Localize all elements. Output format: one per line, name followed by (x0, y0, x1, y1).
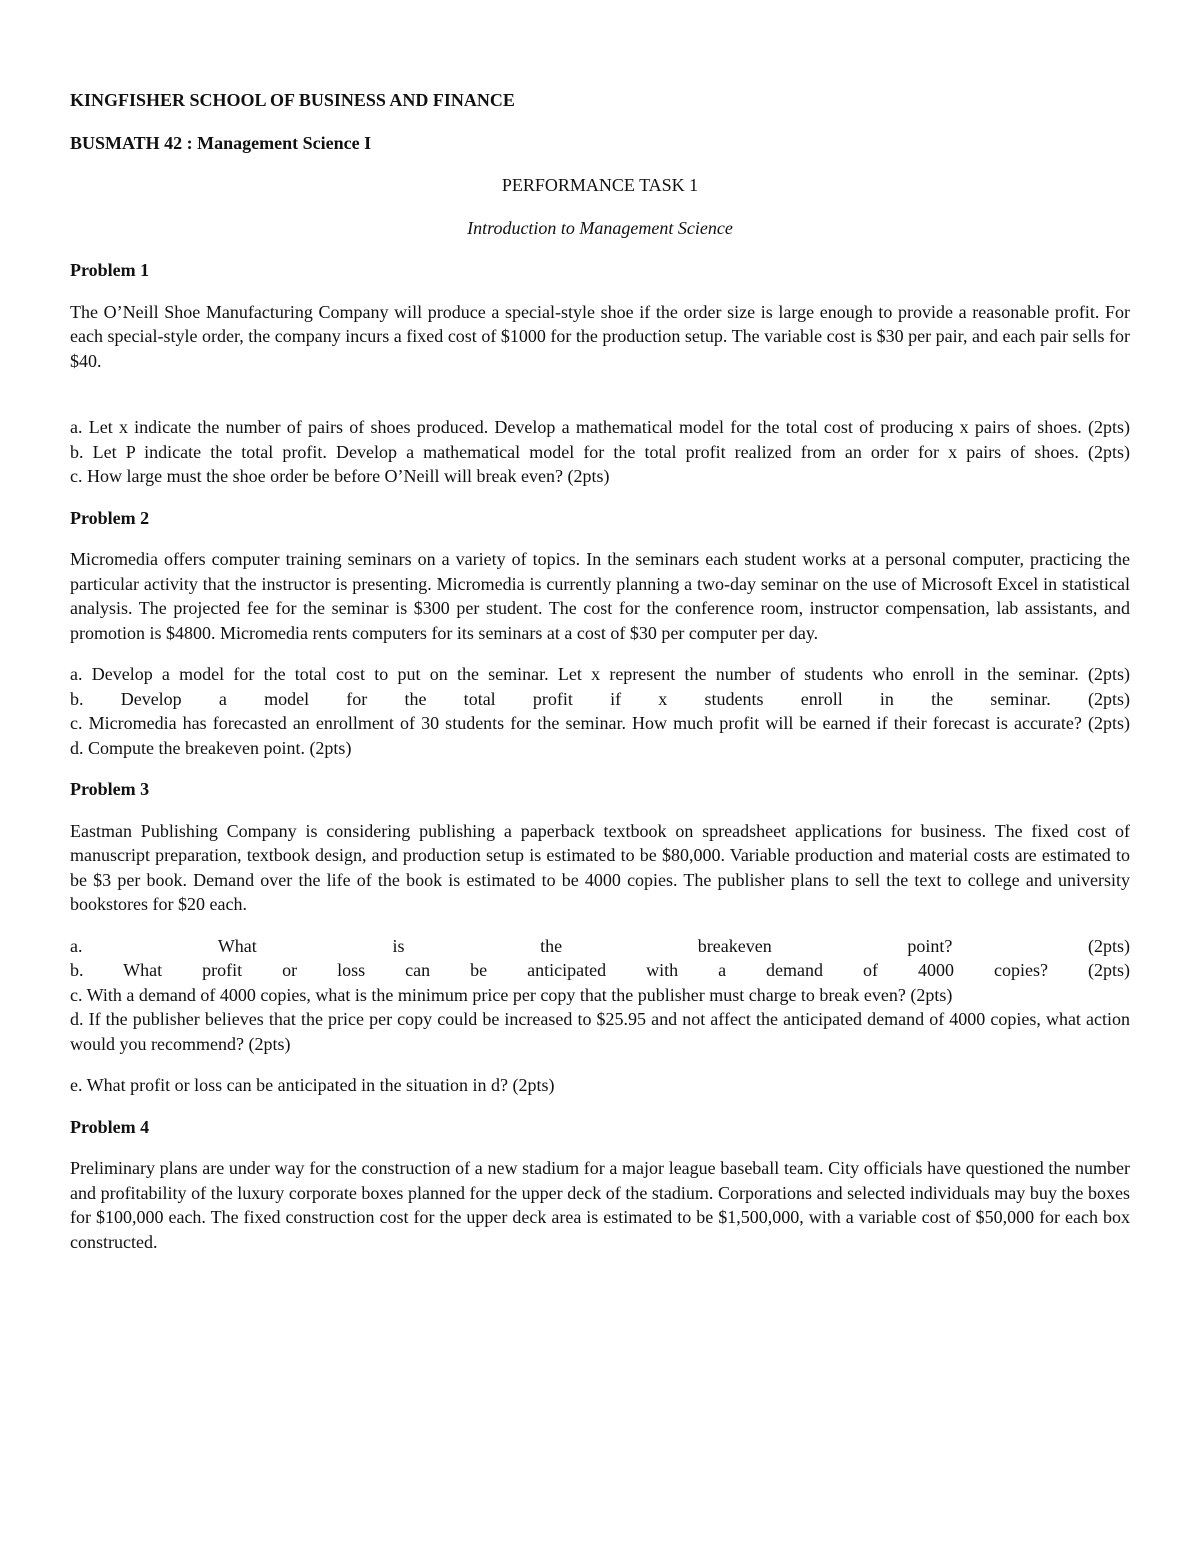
problem-1-title: Problem 1 (70, 260, 150, 280)
problem-2-question-d: d. Compute the breakeven point. (2pts) (70, 737, 352, 758)
problem-3-question-b: b. What profit or loss can be anticipated with a demand of 4000 copies? (2pts) (70, 960, 1130, 980)
problem-3-question-d: d. If the publisher believes that the price per copy could be increased to $25.95 and not affect the anticipated demand of 4000 copies, what action would you recommend? (2pts) (70, 1009, 1130, 1054)
problem-2-question-c: c. Micromedia has forecasted an enrollment of 30 students for the seminar. How much profit will be earned if their forecast is accurate? (2pts) (70, 713, 1130, 733)
school-name: KINGFISHER SCHOOL OF BUSINESS AND FINANCE (70, 90, 515, 110)
task-title: PERFORMANCE TASK 1 (501, 175, 699, 195)
problem-1-question-c: c. How large must the shoe order be before O’Neill will break even? (2pts) (70, 466, 610, 486)
problem-3-question-c: c. With a demand of 4000 copies, what is the minimum price per copy that the publisher must charge to break even? (2pts) (70, 984, 953, 1005)
course-title: BUSMATH 42 : Management Science I (70, 132, 372, 153)
problem-3-description: Eastman Publishing Company is considering publishing a paperback textbook on spreadsheet applications for business. The fixed cost of manuscript preparation, textbook design, and production setup is estimated to be $80,000. Variable production and material costs are estimated to be $3 per book. Demand over the life of the book is estimated to be 4000 copies. The publisher plans to sell the text to college and university bookstores for $20 each. (70, 820, 1130, 914)
problem-2-question-a: a. Develop a model for the total cost to put on the seminar. Let x represent the number of students who enroll in the seminar. (2pts) (70, 664, 1130, 684)
problem-1-question-a: a. Let x indicate the number of pairs of shoes produced. Develop a mathematical model for the total cost of producing x pairs of shoes. (2pts) (70, 417, 1130, 437)
task-subtitle: Introduction to Management Science (467, 217, 733, 238)
problem-4-description: Preliminary plans are under way for the construction of a new stadium for a major league baseball team. City officials have questioned the number and profitability of the luxury corporate boxes planned for the upper deck of the stadium. Corporations and selected individuals may buy the boxes for $100,000 each. The fixed construction cost for the upper deck area is estimated to be $1,500,000, with a variable cost of $50,000 for each box constructed. (70, 1158, 1130, 1252)
problem-2-question-b: b. Develop a model for the total profit if x students enroll in the seminar. (2pts) (70, 688, 1130, 709)
problem-4-title: Problem 4 (70, 1116, 150, 1137)
problem-3-question-e: e. What profit or loss can be anticipated in the situation in d? (2pts) (70, 1075, 555, 1095)
problem-1-description: The O’Neill Shoe Manufacturing Company will produce a special-style shoe if the order size is large enough to provide a reasonable profit. For each special-style order, the company incurs a fixed cost of $1000 for the production setup. The variable cost is $30 per pair, and each pair sells for $40. (70, 301, 1130, 371)
problem-3-question-a: a. What is the breakeven point? (2pts) (70, 935, 1130, 956)
problem-2-description: Micromedia offers computer training seminars on a variety of topics. In the seminars each student works at a personal computer, practicing the particular activity that the instructor is presenting. Micromedia is currently planning a two-day seminar on the use of Microsoft Excel in statistical analysis. The projected fee for the seminar is $300 per student. The cost for the conference room, instructor compensation, lab assistants, and promotion is $4800. Micromedia rents computers for its seminars at a cost of $30 per computer per day. (70, 549, 1130, 643)
problem-2-title: Problem 2 (70, 507, 150, 528)
problem-1-question-b: b. Let P indicate the total profit. Develop a mathematical model for the total profit realized from an order for x pairs of shoes. (2pts) (70, 441, 1130, 462)
document-page (70, 88, 1130, 1254)
problem-3-title: Problem 3 (70, 779, 150, 799)
